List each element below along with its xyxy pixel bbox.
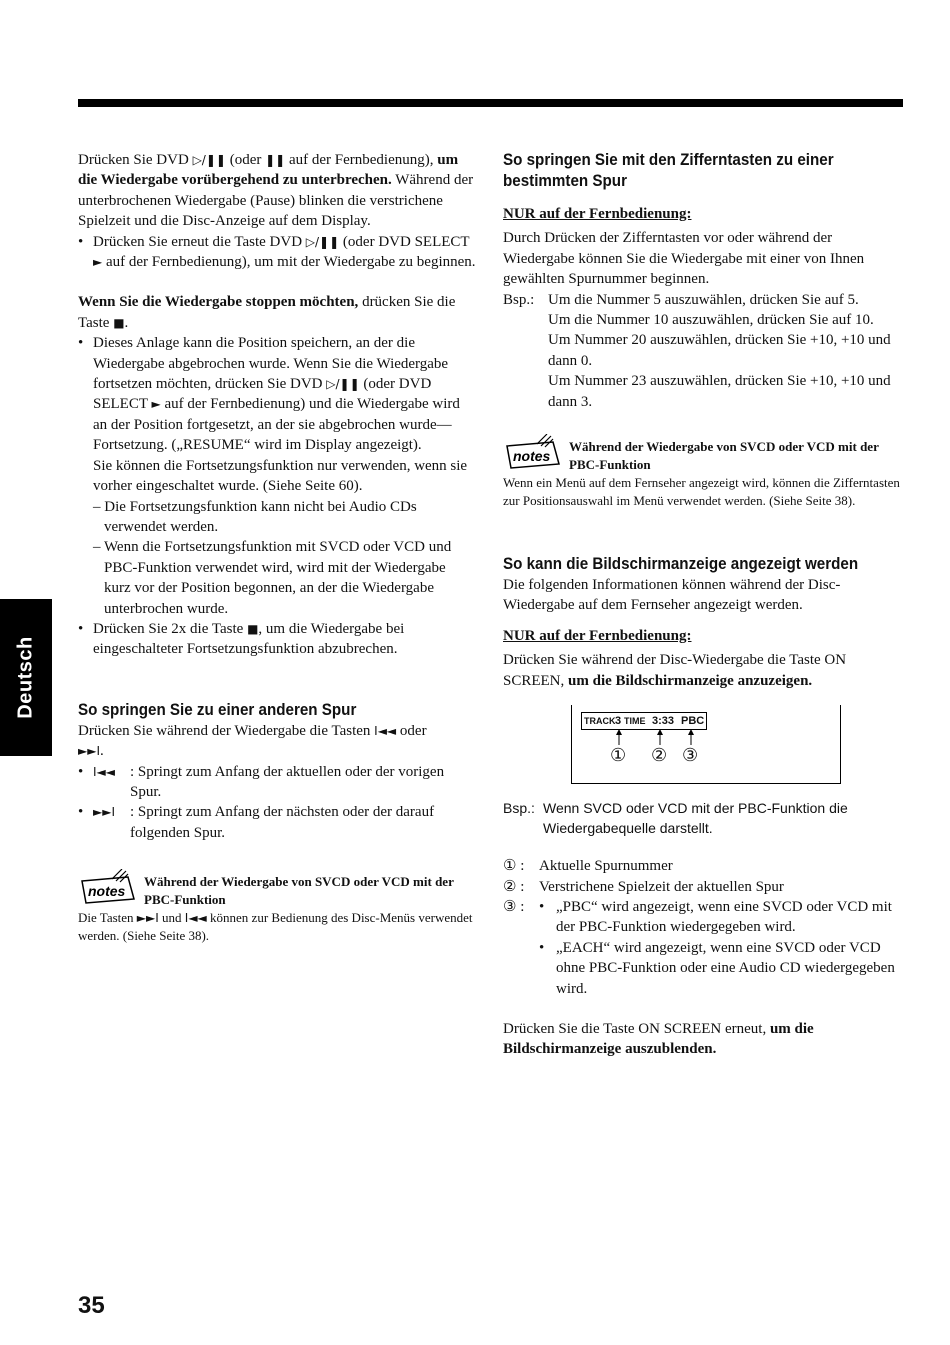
osd-track-value: 3 bbox=[615, 715, 622, 728]
number-skip-heading: So springen Sie mit den Zifferntasten zu einer bestimmten Spur bbox=[503, 151, 834, 190]
resume-bullet: • Drücken Sie erneut die Taste DVD ▷/❚❚ (oder DVD SELECT ► auf der Fernbedienung), um mit der Wiedergabe zu beginnen. bbox=[78, 232, 476, 273]
play-icon: ► bbox=[151, 397, 161, 412]
play-icon: ► bbox=[93, 255, 103, 270]
play-pause-icon: ▷/❚❚ bbox=[305, 234, 340, 249]
stop-paragraph: Wenn Sie die Wiedergabe stoppen möchten, drücken Sie die Taste ■. bbox=[78, 294, 456, 331]
osd-time-label: TIME bbox=[624, 716, 646, 727]
legend-item-3: ③ : • „PBC“ wird angezeigt, wenn eine SVCD oder VCD mit der PBC-Funktion wiedergegeben wird. • „EACH“ wird angezeigt, wenn eine SVCD oder VCD ohne PBC-Funktion oder eine Audio CD wiedergegeben wird. bbox=[503, 897, 903, 999]
resume-dash-2: – Wenn die Fortsetzungsfunktion mit SVCD oder VCD und PBC-Funktion verwendet wird, wird mit der Wiedergabe kurz vor der Position begonnen, an der die Wiedergabe unterbrochen wurde. bbox=[93, 539, 452, 617]
callout-1: ① bbox=[610, 745, 627, 766]
resume-memory-bullet: • Dieses Anlage kann die Position speichern, an der die Wiedergabe abgebrochen wurde. Wenn Sie die Wiedergabe fortsetzen möchten, drücken Sie DVD ▷/❚❚ (oder DVD SELECT ► auf der Fernbedienung) und die Wiedergabe wird an der Position fortgesetzt, an der sie abgebrochen wurde—Fortsetzung. („RESUME“ wird im Display angezeigt). bbox=[78, 333, 476, 455]
language-tab-label: Deutsch bbox=[14, 636, 37, 719]
number-paragraph: Durch Drücken der Zifferntasten vor oder während der Wiedergabe können Sie die Wiedergabe mit einer von Ihnen gewählten Spurnummer beginnen. bbox=[503, 230, 865, 288]
notes-body: Wenn ein Menü auf dem Fernseher angezeigt wird, können die Zifferntasten zur Positionsauswahl im Menü verwendet werden. (Siehe Seite 38). bbox=[503, 475, 900, 509]
page-number: 35 bbox=[78, 1292, 105, 1319]
next-key-bullet: • ►►I : Springt zum Anfang der nächsten oder der darauf folgenden Spur. bbox=[78, 804, 435, 841]
stop-icon: ■ bbox=[113, 315, 125, 330]
legend-item-1: ① : Aktuelle Spurnummer bbox=[503, 858, 673, 875]
play-pause-icon: ▷/❚❚ bbox=[192, 153, 226, 167]
cancel-resume-bullet: • Drücken Sie 2x die Taste ■, um die Wiedergabe bei eingeschalteter Fortsetzungsfunktion abzubrechen. bbox=[78, 619, 476, 660]
next-icon: ►►I bbox=[78, 744, 100, 759]
resume-note: Sie können die Fortsetzungsfunktion nur verwenden, wenn sie vorher eingeschaltet wurde. (Siehe Seite 60). bbox=[93, 457, 468, 495]
osd-callout-arrows bbox=[572, 705, 840, 783]
example-3: Um Nummer 20 auszuwählen, drücken Sie +10, +10 und dann 0. bbox=[548, 332, 891, 369]
osd-heading: So kann die Bildschirmanzeige angezeigt werden bbox=[503, 555, 859, 574]
osd-pbc: PBC bbox=[681, 715, 705, 728]
right-column bbox=[503, 150, 903, 1060]
play-pause-icon: ▷/❚❚ bbox=[326, 377, 360, 392]
svg-text:notes: notes bbox=[88, 883, 126, 900]
pause-paragraph: Drücken Sie DVD ▷/❚❚ (oder ❚❚ auf der Fernbedienung), um die Wiedergabe vorübergehend zu unterbrechen. Während der unterbrochenen Wiedergabe (Pause) blinken die verstrichene Spielzeit und die Disc-Anzeige auf dem Display. bbox=[78, 152, 474, 230]
osd-paragraph: Die folgenden Informationen können während der Disc-Wiedergabe auf dem Fernseher angezeigt werden. bbox=[503, 577, 841, 614]
osd-example: Bsp.: Wenn SVCD oder VCD mit der PBC-Funktion die Wiedergabequelle darstellt. bbox=[503, 800, 848, 837]
resume-dash-1: – Die Fortsetzungsfunktion kann nicht bei Audio CDs verwendet werden. bbox=[93, 498, 417, 535]
callout-2: ② bbox=[651, 745, 668, 766]
remote-only-label: NUR auf der Fernbedienung: bbox=[503, 206, 692, 222]
notes-icon bbox=[503, 434, 563, 472]
left-column bbox=[78, 150, 476, 945]
notes-title: Während der Wiedergabe von SVCD oder VCD mit der PBC-Funktion bbox=[144, 874, 454, 908]
notes-title: Während der Wiedergabe von SVCD oder VCD mit der PBC-Funktion bbox=[569, 439, 879, 473]
top-rule bbox=[78, 99, 903, 107]
previous-icon: I◄◄ bbox=[374, 723, 397, 738]
next-icon: ►►I bbox=[93, 805, 115, 820]
language-tab bbox=[0, 599, 52, 756]
previous-icon: I◄◄ bbox=[93, 764, 115, 779]
legend-item-2: ② : Verstrichene Spielzeit der aktuellen Spur bbox=[503, 878, 784, 895]
notes-body: Die Tasten ►►I und I◄◄ können zur Bedienung des Disc-Menüs verwendet werden. (Siehe Seite 38). bbox=[78, 910, 473, 944]
remote-only-label-2: NUR auf der Fernbedienung: bbox=[503, 627, 692, 644]
osd-instruction: Drücken Sie während der Disc-Wiedergabe die Taste ON SCREEN, um die Bildschirmanzeige anzuzeigen. bbox=[503, 652, 847, 689]
hide-osd-paragraph: Drücken Sie die Taste ON SCREEN erneut, um die Bildschirmanzeige auszublenden. bbox=[503, 1020, 814, 1058]
osd-legend bbox=[503, 856, 903, 999]
notes-icon bbox=[78, 869, 138, 907]
osd-diagram bbox=[571, 705, 841, 784]
osd-time-value: 3:33 bbox=[652, 715, 675, 728]
skip-paragraph: Drücken Sie während der Wiedergabe die Tasten I◄◄ oder ►►I. bbox=[78, 722, 427, 760]
stop-icon: ■ bbox=[247, 621, 259, 636]
notes-box-left bbox=[78, 869, 476, 945]
skip-heading: So springen Sie zu einer anderen Spur bbox=[78, 700, 357, 719]
osd-track-label: TRACK bbox=[584, 716, 616, 727]
pause-icon: ❚❚ bbox=[265, 153, 286, 167]
example-2: Um die Nummer 10 auszuwählen, drücken Sie auf 10. bbox=[548, 312, 874, 329]
example-4: Um Nummer 23 auszuwählen, drücken Sie +10, +10 und dann 3. bbox=[548, 373, 891, 410]
example-list: Bsp.: Um die Nummer 5 auszuwählen, drücken Sie auf 5. Um die Nummer 10 auszuwählen, drücken Sie auf 10. Um Nummer 20 auszuwählen, drücken Sie +10, +10 und dann 0. Um Nummer 23 auszuwählen, drücken Sie +10, +10 und dann 3. bbox=[503, 290, 903, 412]
example-1: Um die Nummer 5 auszuwählen, drücken Sie auf 5. bbox=[548, 291, 859, 308]
notes-box-right bbox=[503, 434, 903, 510]
callout-3: ③ bbox=[682, 745, 699, 766]
next-icon: ►►I bbox=[136, 911, 159, 926]
previous-icon: I◄◄ bbox=[184, 911, 207, 926]
prev-key-bullet: • I◄◄ : Springt zum Anfang der aktuellen oder der vorigen Spur. bbox=[78, 763, 445, 800]
svg-text:notes: notes bbox=[513, 448, 551, 465]
